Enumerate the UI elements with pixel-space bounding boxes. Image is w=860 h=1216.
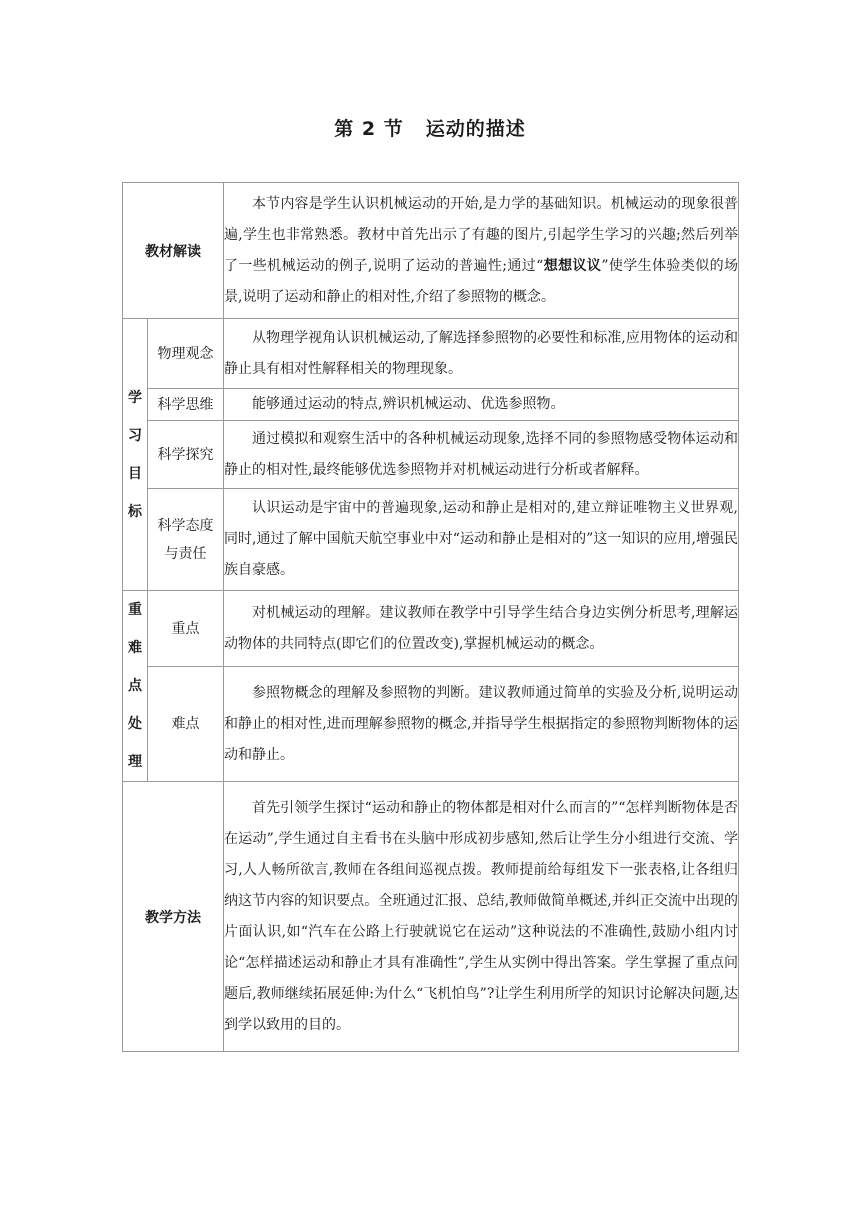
key-point-label: 重点: [148, 591, 224, 667]
textbook-text-2: ”使学生体验类似的场景,说明了运动和静止的相对性,介绍了参照物的概念。: [224, 257, 738, 305]
goal-text-scientific-inquiry: 通过模拟和观察生活中的各种机械运动现象,选择不同的参照物感受物体运动和静止的相对性,最终能够优选参照物并对机械运动进行分析或者解释。: [224, 421, 739, 489]
key-char: 点: [128, 678, 142, 694]
difficult-point-text: 参照物概念的理解及参照物的判断。建议教师通过简单的实验及分析,说明运动和静止的相对性,进而理解参照物的概念,并指导学生根据指定的参照物判断物体的运动和静止。: [224, 667, 739, 782]
row-key-point: [123, 591, 739, 667]
lesson-plan-table: [122, 182, 739, 1052]
key-char: 处: [128, 716, 142, 732]
difficult-point-label: 难点: [148, 667, 224, 782]
key-char: 理: [128, 754, 142, 770]
section-number: 第 2 节: [334, 118, 404, 140]
goal-text-physics-concept: 从物理学视角认识机械运动,了解选择参照物的必要性和标准,应用物体的运动和静止具有相对性解释相关的物理现象。: [224, 319, 739, 389]
row-label-learning-goals: [123, 319, 148, 591]
key-char: 难: [128, 640, 142, 656]
goal-char: 习: [128, 427, 142, 444]
row-goal-scientific-inquiry: [123, 421, 739, 489]
row-label-key-difficult: [123, 591, 148, 782]
goal-label-scientific-thinking: 科学思维: [148, 389, 224, 421]
row-goal-scientific-thinking: [123, 389, 739, 421]
goal-text-scientific-thinking: 能够通过运动的特点,辨识机械运动、优选参照物。: [224, 389, 739, 421]
row-label-textbook-analysis: 教材解读: [123, 183, 224, 319]
row-goal-attitude-responsibility: [123, 489, 739, 591]
goal-char: 标: [128, 503, 142, 520]
goal-char: 目: [128, 465, 142, 482]
row-textbook-analysis: [123, 183, 739, 319]
textbook-text-bold: 想想议议: [543, 257, 602, 274]
page-title: [0, 114, 860, 141]
row-content-textbook-analysis: [224, 183, 739, 319]
row-teaching-method: [123, 782, 739, 1052]
goal-label-physics-concept: 物理观念: [148, 319, 224, 389]
goal-label-attitude-responsibility: 科学态度 与责任: [148, 489, 224, 591]
row-goal-physics-concept: [123, 319, 739, 389]
goal-label-scientific-inquiry: 科学探究: [148, 421, 224, 489]
key-point-text: 对机械运动的理解。建议教师在教学中引导学生结合身边实例分析思考,理解运动物体的共同特点(即它们的位置改变),掌握机械运动的概念。: [224, 591, 739, 667]
row-content-teaching-method: 首先引领学生探讨“运动和静止的物体都是相对什么而言的”“怎样判断物体是否在运动”,学生通过自主看书在头脑中形成初步感知,然后让学生分小组进行交流、学习,人人畅所欲言,教师在各组间巡视点拨。教师提前给每组发下一张表格,让各组归纳这节内容的知识要点。全班通过汇报、总结,教师做简单概述,并纠正交流中出现的片面认识,如“汽车在公路上行驶就说它在运动”这种说法的不准确性,鼓励小组内讨论“怎样描述运动和静止才具有准确性”,学生从实例中得出答案。学生掌握了重点问题后,教师继续拓展延伸:为什么“飞机怕鸟”?让学生利用所学的知识讨论解决问题,达到学以致用的目的。: [224, 782, 739, 1052]
goal-text-attitude-responsibility: 认识运动是宇宙中的普遍现象,运动和静止是相对的,建立辩证唯物主义世界观,同时,通过了解中国航天航空事业中对“运动和静止是相对的”这一知识的应用,增强民族自豪感。: [224, 489, 739, 591]
row-difficult-point: [123, 667, 739, 782]
goal-char: 学: [128, 389, 142, 406]
section-name: 运动的描述: [425, 118, 526, 140]
row-label-teaching-method: 教学方法: [123, 782, 224, 1052]
textbook-text-1: 本节内容是学生认识机械运动的开始,是力学的基础知识。机械运动的现象很普遍,学生也非常熟悉。教材中首先出示了有趣的图片,引起学生学习的兴趣;然后列举了一些机械运动的例子,说明了运动的普遍性;通过“: [224, 195, 738, 274]
key-char: 重: [128, 602, 142, 618]
